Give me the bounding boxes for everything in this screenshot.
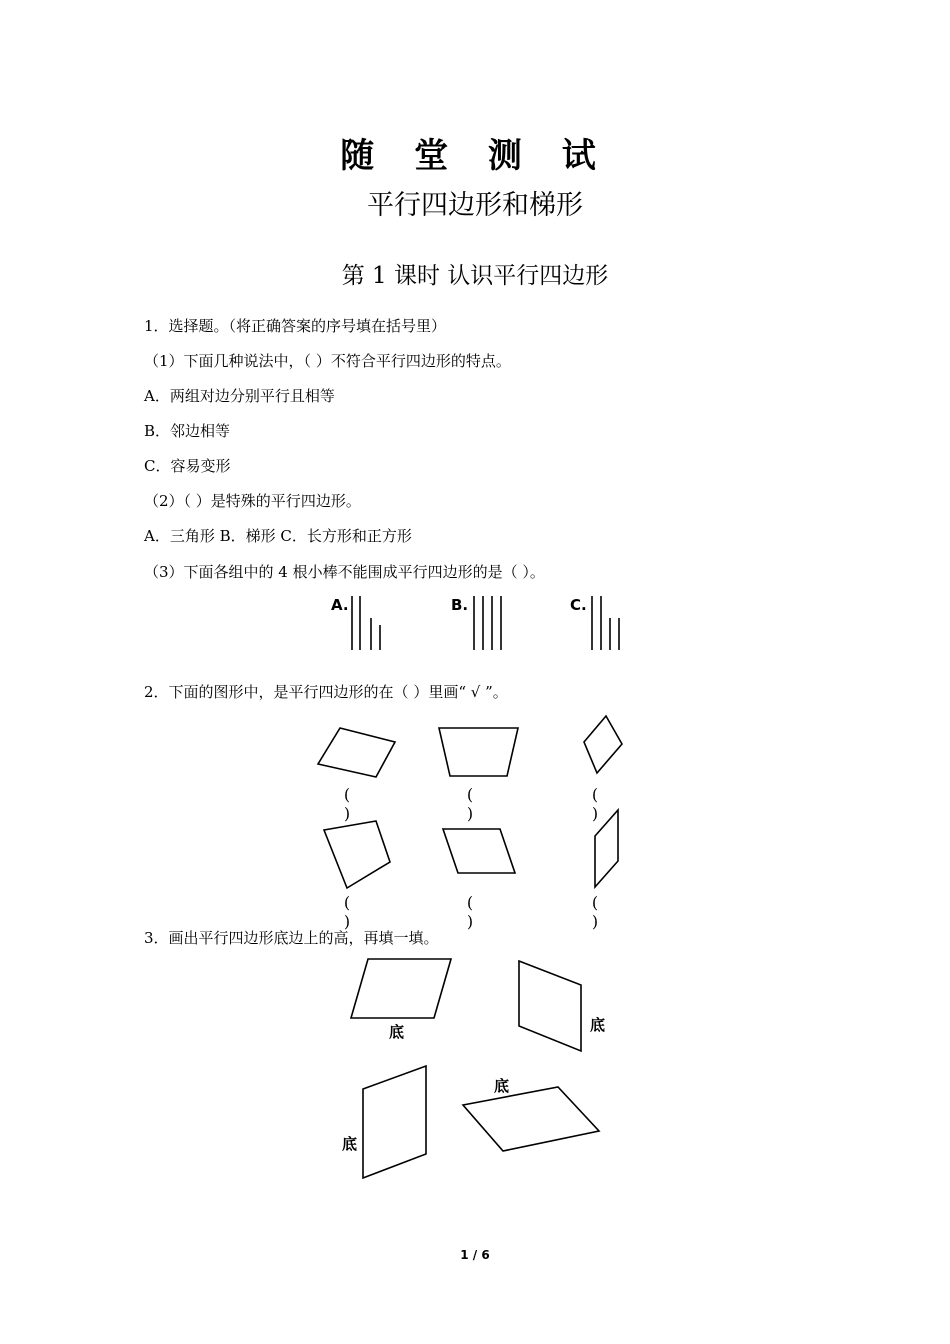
q1-sub1: （1）下面几种说法中，（ ）不符合平行四边形的特点。 bbox=[144, 352, 511, 370]
page-title: 随 堂 测 试 bbox=[340, 136, 610, 176]
answer-paren[interactable]: ( ) bbox=[591, 893, 619, 931]
lesson-title: 第 1 课时 认识平行四边形 bbox=[341, 263, 609, 289]
q3-parallelogram bbox=[351, 959, 451, 1018]
page-number: 1 / 6 bbox=[460, 1248, 490, 1262]
q2-shape-quadrilateral bbox=[324, 821, 390, 888]
answer-paren[interactable]: ( ) bbox=[343, 785, 371, 823]
q2-shape-parallelogram bbox=[443, 829, 515, 873]
stick-group-b bbox=[474, 596, 501, 650]
answer-paren[interactable]: ( ) bbox=[343, 893, 371, 931]
q2-shape-parallelogram bbox=[595, 810, 618, 887]
answer-paren[interactable]: ( ) bbox=[591, 785, 619, 823]
q1-sub2-options: A．三角形 B．梯形 C．长方形和正方形 bbox=[144, 527, 412, 545]
base-label: 底 bbox=[494, 1077, 510, 1095]
q1-sub2: （2）（ ）是特殊的平行四边形。 bbox=[144, 492, 361, 510]
base-label: 底 bbox=[389, 1023, 405, 1041]
q2-shape-rhombus bbox=[584, 716, 622, 773]
q2-heading: 2．下面的图形中，是平行四边形的在（ ）里画“ √ ”。 bbox=[144, 683, 508, 701]
stick-label-c: C. bbox=[570, 596, 587, 614]
q1-sub3: （3）下面各组中的 4 根小棒不能围成平行四边形的是（ ）。 bbox=[144, 563, 545, 581]
q3-heading: 3．画出平行四边形底边上的高，再填一填。 bbox=[144, 929, 439, 947]
q1-sub1-option-c: C．容易变形 bbox=[144, 457, 231, 475]
base-label: 底 bbox=[590, 1016, 606, 1034]
q1-sub1-option-a: A．两组对边分别平行且相等 bbox=[144, 387, 335, 405]
base-label: 底 bbox=[342, 1135, 358, 1153]
q2-shape-parallelogram bbox=[318, 728, 395, 777]
q3-parallelogram bbox=[519, 961, 581, 1051]
answer-paren[interactable]: ( ) bbox=[466, 893, 494, 931]
q1-sub1-option-b: B．邻边相等 bbox=[144, 422, 231, 440]
answer-paren[interactable]: ( ) bbox=[466, 785, 494, 823]
page-subtitle: 平行四边形和梯形 bbox=[367, 190, 583, 221]
q1-heading: 1．选择题。（将正确答案的序号填在括号里） bbox=[144, 317, 447, 335]
q2-shape-trapezoid bbox=[439, 728, 518, 776]
stick-label-b: B. bbox=[451, 596, 469, 614]
stick-label-a: A. bbox=[331, 596, 349, 614]
stick-group-c bbox=[592, 596, 619, 650]
q3-parallelogram bbox=[463, 1087, 599, 1151]
stick-group-a bbox=[352, 596, 380, 650]
q3-parallelogram bbox=[363, 1066, 426, 1178]
